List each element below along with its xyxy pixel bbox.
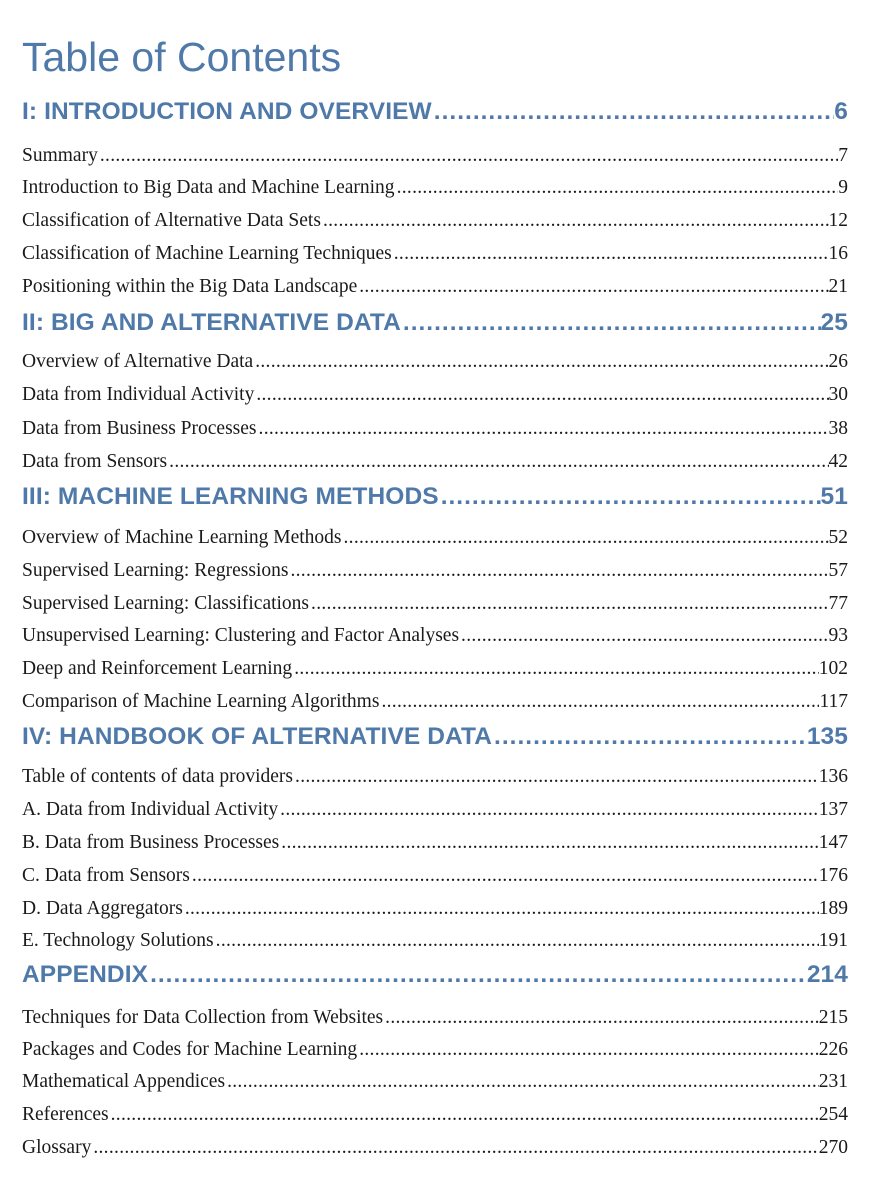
dot-leader [167, 451, 828, 473]
section-page: 6 [834, 98, 848, 125]
item-label: Mathematical Appendices [22, 1071, 226, 1092]
dot-leader [357, 1039, 819, 1061]
dot-leader [293, 766, 819, 788]
item-label: Classification of Machine Learning Techniques [22, 243, 392, 264]
toc-item[interactable] [22, 1007, 848, 1035]
dot-leader [109, 1104, 819, 1126]
toc-section-2[interactable] [22, 309, 848, 343]
toc-section-3[interactable] [22, 483, 848, 517]
toc-section-appendix[interactable] [22, 961, 848, 995]
item-label: Packages and Codes for Machine Learning [22, 1039, 358, 1060]
toc-item[interactable] [22, 1039, 848, 1067]
dot-leader [98, 145, 838, 167]
dot-leader [257, 418, 829, 440]
toc-item[interactable] [22, 865, 848, 893]
item-page: 102 [818, 658, 848, 679]
section-label: I: INTRODUCTION AND OVERVIEW [22, 98, 432, 125]
toc-item[interactable] [22, 145, 848, 173]
item-label: Classification of Alternative Data Sets [22, 210, 321, 231]
dot-leader [341, 527, 828, 549]
item-page: 57 [828, 560, 848, 581]
dot-leader [254, 384, 828, 406]
dot-leader [190, 865, 819, 887]
toc-item[interactable] [22, 898, 848, 926]
item-label: Supervised Learning: Regressions [22, 560, 289, 581]
toc-item[interactable] [22, 210, 848, 238]
item-page: 226 [818, 1039, 848, 1060]
dot-leader [278, 799, 819, 821]
item-label: Glossary [22, 1137, 92, 1158]
item-label: Table of contents of data providers [22, 766, 294, 787]
item-page: 191 [818, 930, 848, 951]
item-label: Positioning within the Big Data Landscape [22, 276, 358, 297]
toc-item[interactable] [22, 766, 848, 794]
item-page: 7 [838, 145, 848, 166]
toc-item[interactable] [22, 832, 848, 860]
item-page: 52 [828, 527, 848, 548]
item-label: Data from Individual Activity [22, 384, 255, 405]
item-page: 77 [828, 593, 848, 614]
item-label: Overview of Alternative Data [22, 351, 254, 372]
toc-item[interactable] [22, 799, 848, 827]
section-label: II: BIG AND ALTERNATIVE DATA [22, 309, 401, 336]
dot-leader [279, 832, 818, 854]
section-label: APPENDIX [22, 961, 149, 988]
item-label: B. Data from Business Processes [22, 832, 280, 853]
dot-leader [492, 723, 807, 751]
dot-leader [321, 210, 829, 232]
toc-item[interactable] [22, 243, 848, 271]
page-title: Table of Contents [22, 34, 342, 80]
item-label: A. Data from Individual Activity [22, 799, 279, 820]
item-label: Data from Business Processes [22, 418, 257, 439]
dot-leader [459, 625, 828, 647]
dot-leader [401, 309, 821, 337]
dot-leader [253, 351, 828, 373]
toc-item[interactable] [22, 384, 848, 412]
item-page: 137 [818, 799, 848, 820]
dot-leader [383, 1007, 819, 1029]
dot-leader [292, 658, 819, 680]
item-page: 147 [818, 832, 848, 853]
section-page: 51 [820, 483, 848, 510]
dot-leader [439, 483, 821, 511]
item-page: 117 [819, 691, 848, 712]
dot-leader [183, 898, 819, 920]
item-label: Supervised Learning: Classifications [22, 593, 310, 614]
dot-leader [225, 1071, 819, 1093]
toc-section-4[interactable] [22, 723, 848, 757]
item-page: 231 [818, 1071, 848, 1092]
item-label: D. Data Aggregators [22, 898, 183, 919]
item-page: 21 [828, 276, 848, 297]
dot-leader [392, 243, 829, 265]
toc-item[interactable] [22, 418, 848, 446]
toc-item[interactable] [22, 527, 848, 555]
item-page: 136 [818, 766, 848, 787]
item-page: 93 [828, 625, 848, 646]
item-page: 176 [818, 865, 848, 886]
toc-item[interactable] [22, 625, 848, 653]
item-label: Introduction to Big Data and Machine Learning [22, 177, 395, 198]
item-label: Unsupervised Learning: Clustering and Factor Analyses [22, 625, 460, 646]
dot-leader [395, 177, 839, 199]
item-label: E. Technology Solutions [22, 930, 214, 951]
item-label: References [22, 1104, 109, 1125]
item-page: 30 [828, 384, 848, 405]
item-page: 215 [818, 1007, 848, 1028]
item-label: Deep and Reinforcement Learning [22, 658, 293, 679]
item-label: Comparison of Machine Learning Algorithms [22, 691, 380, 712]
section-page: 214 [806, 961, 848, 988]
dot-leader [379, 691, 819, 713]
item-page: 38 [828, 418, 848, 439]
item-label: Overview of Machine Learning Methods [22, 527, 342, 548]
item-label: Data from Sensors [22, 451, 168, 472]
dot-leader [214, 930, 819, 952]
item-label: Summary [22, 145, 98, 166]
item-page: 26 [828, 351, 848, 372]
toc-item[interactable] [22, 351, 848, 379]
toc-item[interactable] [22, 177, 848, 205]
dot-leader [432, 98, 834, 126]
item-page: 270 [818, 1137, 848, 1158]
toc-item[interactable] [22, 1104, 848, 1132]
item-label: Techniques for Data Collection from Websites [22, 1007, 384, 1028]
toc-item[interactable] [22, 593, 848, 621]
toc-item[interactable] [22, 1071, 848, 1099]
item-page: 16 [828, 243, 848, 264]
toc-item[interactable] [22, 560, 848, 588]
toc-item[interactable] [22, 658, 848, 686]
dot-leader [148, 961, 807, 989]
section-label: III: MACHINE LEARNING METHODS [22, 483, 439, 510]
toc-item[interactable] [22, 930, 848, 958]
section-page: 135 [806, 723, 848, 750]
toc-item[interactable] [22, 1137, 848, 1165]
dot-leader [91, 1137, 818, 1159]
item-page: 254 [818, 1104, 848, 1125]
item-page: 189 [818, 898, 848, 919]
toc-item[interactable] [22, 451, 848, 479]
item-page: 9 [838, 177, 848, 198]
section-page: 25 [820, 309, 848, 336]
item-label: C. Data from Sensors [22, 865, 190, 886]
dot-leader [309, 593, 828, 615]
toc-item[interactable] [22, 691, 848, 719]
section-label: IV: HANDBOOK OF ALTERNATIVE DATA [22, 723, 493, 750]
dot-leader [288, 560, 828, 582]
toc-item[interactable] [22, 276, 848, 304]
toc-section-1[interactable] [22, 98, 848, 132]
item-page: 12 [828, 210, 848, 231]
dot-leader [357, 276, 828, 298]
item-page: 42 [828, 451, 848, 472]
